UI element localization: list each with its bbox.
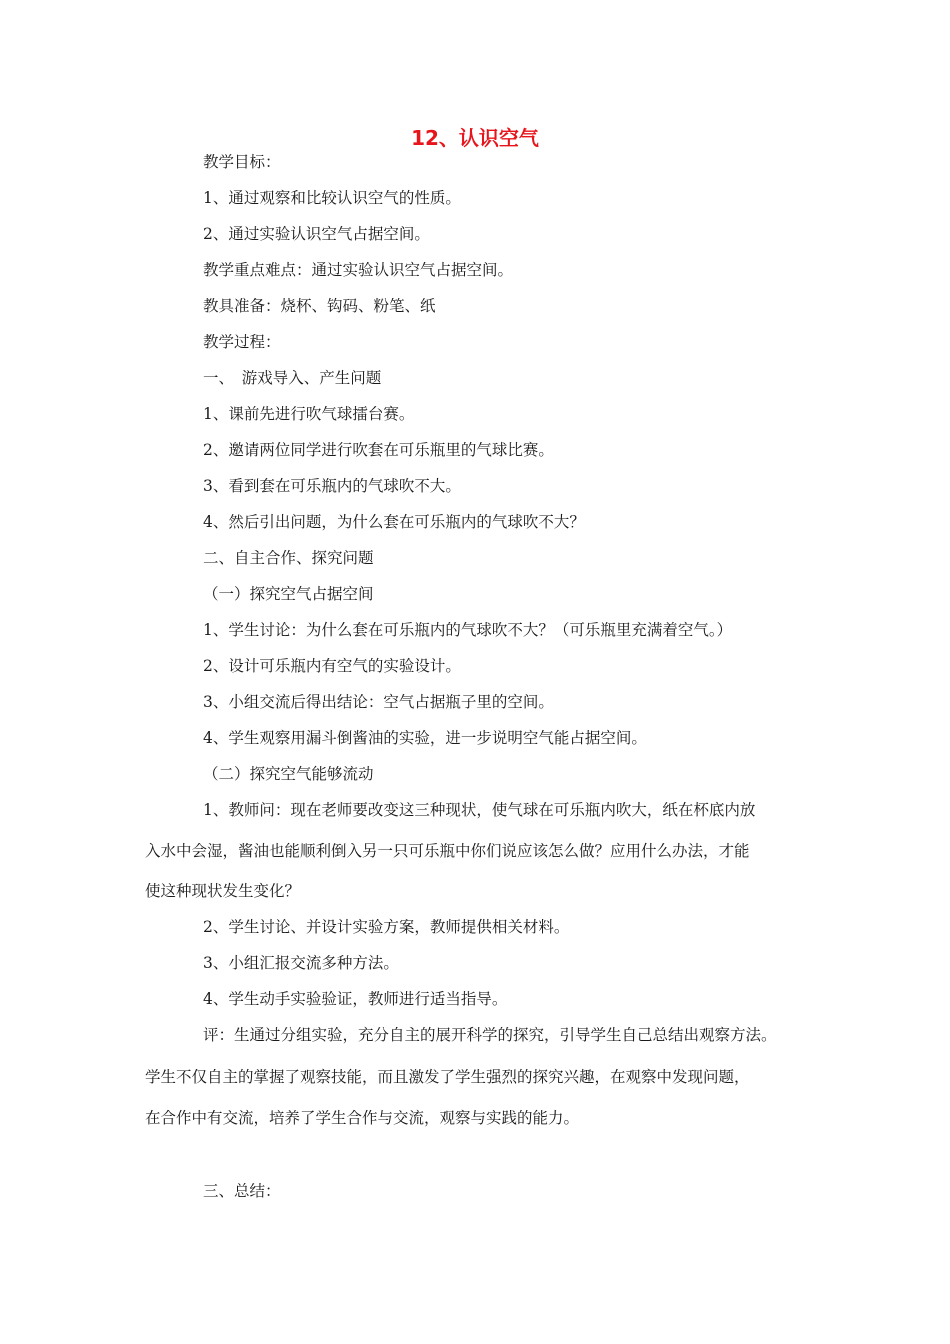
step-item: 4、然后引出问题，为什么套在可乐瓶内的气球吹不大？ xyxy=(203,513,585,531)
comment-line: 在合作中有交流，培养了学生合作与交流，观察与实践的能力。 xyxy=(145,1109,580,1127)
materials-line: 教具准备：烧杯、钩码、粉笔、纸 xyxy=(203,297,436,315)
step-item: 3、小组交流后得出结论：空气占据瓶子里的空间。 xyxy=(203,693,554,711)
step-item: 2、学生讨论、并设计实验方案，教师提供相关材料。 xyxy=(203,918,570,936)
step-item: 1、课前先进行吹气球擂台赛。 xyxy=(203,405,415,423)
step-item: 4、学生观察用漏斗倒酱油的实验，进一步说明空气能占据空间。 xyxy=(203,729,647,747)
part-heading-three: 三、总结： xyxy=(203,1182,281,1200)
subsection-heading: （二）探究空气能够流动 xyxy=(203,765,374,783)
objective-item: 1、通过观察和比较认识空气的性质。 xyxy=(203,189,461,207)
subsection-heading: （一）探究空气占据空间 xyxy=(203,585,374,603)
comment-line: 学生不仅自主的掌握了观察技能，而且激发了学生强烈的探究兴趣，在观察中发现问题， xyxy=(145,1068,750,1086)
part-heading-two: 二、自主合作、探究问题 xyxy=(203,549,374,567)
step-item: 3、看到套在可乐瓶内的气球吹不大。 xyxy=(203,477,461,495)
objective-item: 2、通过实验认识空气占据空间。 xyxy=(203,225,430,243)
document-title: 12、认识空气 xyxy=(411,126,539,150)
paragraph-line: 1、教师问：现在老师要改变这三种现状，使气球在可乐瓶内吹大，纸在杯底内放 xyxy=(203,801,756,819)
paragraph-line: 入水中会湿，酱油也能顺利倒入另一只可乐瓶中你们说应该怎么做？应用什么办法，才能 xyxy=(145,842,750,860)
part-heading-one: 一、 游戏导入、产生问题 xyxy=(203,369,382,387)
step-item: 1、学生讨论：为什么套在可乐瓶内的气球吹不大？（可乐瓶里充满着空气。） xyxy=(203,621,733,639)
key-points-line: 教学重点难点：通过实验认识空气占据空间。 xyxy=(203,261,514,279)
step-item: 4、学生动手实验验证，教师进行适当指导。 xyxy=(203,990,508,1008)
step-item: 2、设计可乐瓶内有空气的实验设计。 xyxy=(203,657,461,675)
comment-line: 评：生通过分组实验，充分自主的展开科学的探究，引导学生自己总结出观察方法。 xyxy=(203,1026,777,1044)
paragraph-line: 使这种现状发生变化？ xyxy=(145,882,301,900)
section-heading-objectives: 教学目标： xyxy=(203,153,281,171)
section-heading-process: 教学过程： xyxy=(203,333,281,351)
step-item: 2、邀请两位同学进行吹套在可乐瓶里的气球比赛。 xyxy=(203,441,554,459)
step-item: 3、小组汇报交流多种方法。 xyxy=(203,954,399,972)
